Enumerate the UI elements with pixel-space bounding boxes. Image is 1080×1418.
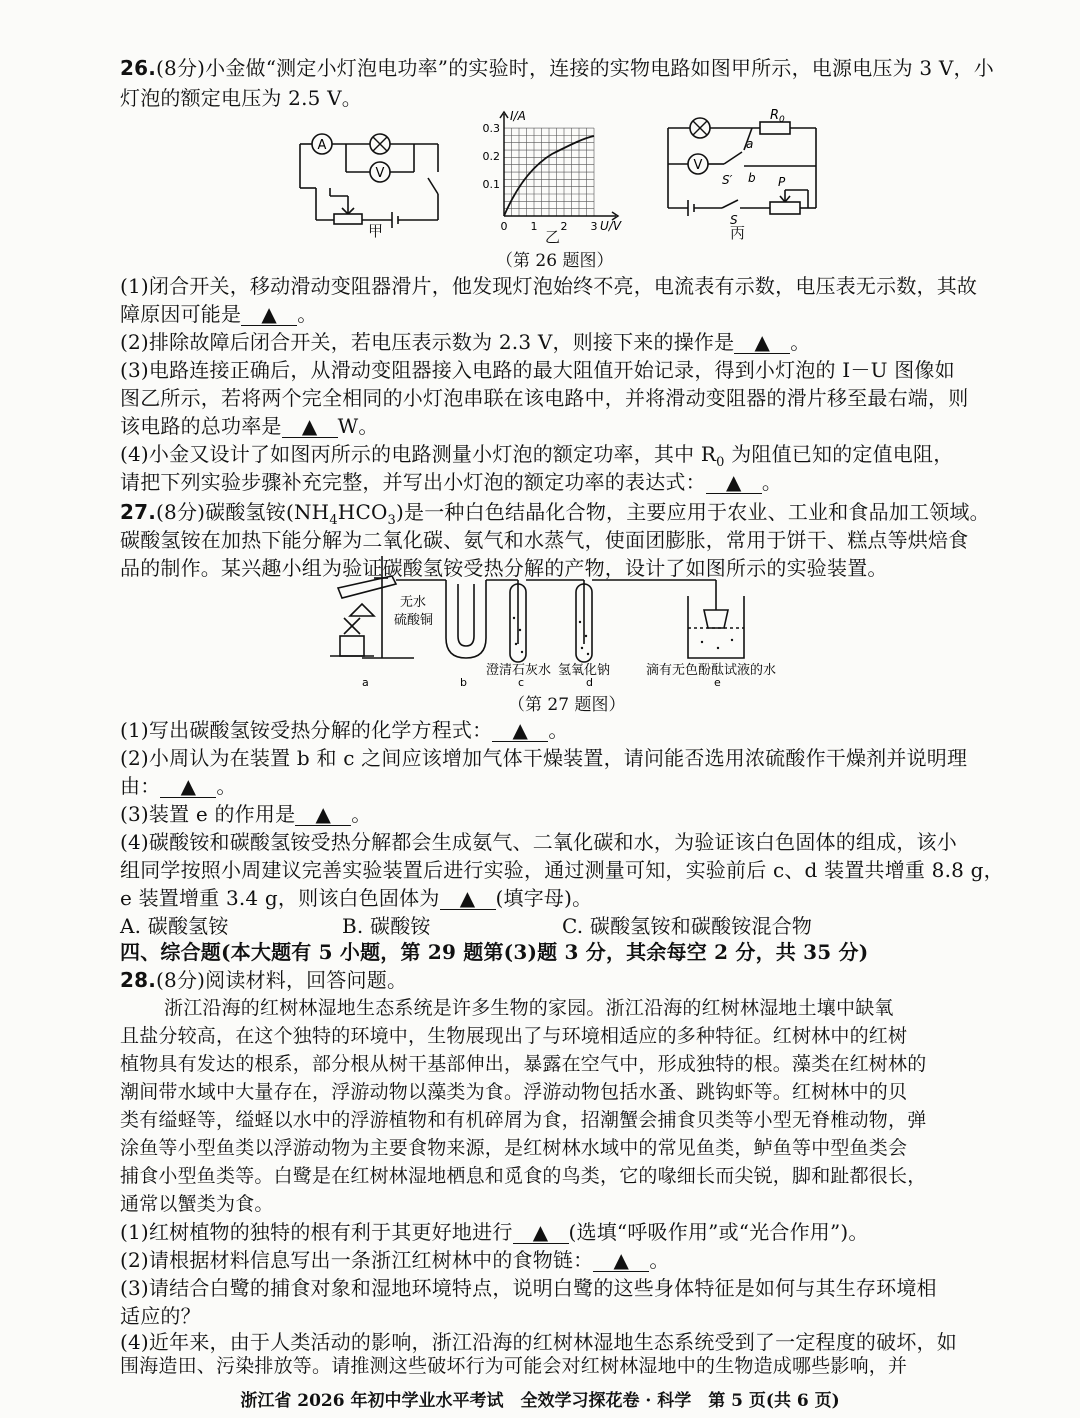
cuso4-label-2: 硫酸铜 (394, 613, 434, 628)
q27-intro1-mid: HCO (337, 500, 388, 524)
q26-intro-line1 (120, 54, 994, 82)
sub-4: 4 (329, 513, 338, 528)
label-d: d (586, 676, 593, 689)
q26-p3a: (3)电路连接正确后，从滑动变阻器接入电路的最大阻值开始记录，得到小灯泡的 I－U 图像如 (120, 358, 955, 382)
q28-p3-line1: (3)请结合白鹭的捕食对象和湿地环境特点，说明白鹭的这些身体特征是如何与其生存环境相 (120, 1276, 937, 1300)
q26-p2: (2)排除故障后闭合开关，若电压表示数为 2.3 V，则接下来的操作是 (120, 330, 735, 354)
q26-p3-unit: W。 (337, 414, 379, 438)
q28-material-line8: 通常以蟹类为食。 (120, 1193, 274, 1215)
q27-p4c-post: (填字母)。 (495, 886, 593, 910)
q27-p3-line (120, 800, 371, 828)
switch-b-label: b (748, 171, 756, 185)
page-footer (0, 1386, 1080, 1411)
option-b[interactable]: B. 碳酸铵 (342, 914, 431, 938)
footer-text: 浙江省 2026 年初中学业水平考试 全效学习探花卷 · 科学 第 5 页(共 6 页) (240, 1391, 840, 1411)
q28-intro: (8分)阅读材料，回答问题。 (156, 968, 408, 992)
graph-ytick: 0.3 (482, 122, 500, 135)
answer-blank[interactable]: ▲ (160, 775, 216, 798)
answer-blank[interactable]: ▲ (295, 803, 351, 826)
answer-blank[interactable]: ▲ (513, 1221, 569, 1244)
q26-p2-line (120, 328, 811, 356)
naoh-label: 氢氧化钠 (558, 663, 611, 678)
q26-intro1: (8分)小金做“测定小灯泡电功率”的实验时，连接的实物电路如图甲所示，电源电压为 3 V，小 (156, 56, 994, 80)
q28-p2: (2)请根据材料信息写出一条浙江红树林中的食物链： (120, 1248, 594, 1272)
q26-p1b: 障原因可能是 (120, 302, 242, 326)
label-a: a (362, 676, 369, 689)
ammeter-label-jia: A (317, 138, 327, 153)
q28-p1: (1)红树植物的独特的根有利于其更好地进行 (120, 1220, 513, 1244)
q26-p3-line2 (120, 384, 968, 412)
q28-material-line6: 涂鱼等小型鱼类以浮游动物为主要食物来源，是红树林水域中的常见鱼类，鲈鱼等中型鱼类会 (120, 1137, 908, 1159)
circuit-diagram-bing (660, 108, 830, 226)
label-e: e (714, 676, 721, 689)
q26-p1a: (1)闭合开关，移动滑动变阻器滑片，他发现灯泡始终不亮，电流表有示数，电压表无示数，其故 (120, 274, 978, 298)
graph-ytick: 0.2 (482, 150, 500, 163)
q27-intro3: 品的制作。某兴趣小组为验证碳酸氢铵受热分解的产物，设计了如图所示的实验装置。 (120, 556, 888, 580)
answer-blank[interactable]: ▲ (706, 471, 762, 494)
q26-p1-line1 (120, 272, 977, 300)
switch-sp-label: S′ (722, 173, 733, 187)
fig-jia-label: 甲 (368, 222, 384, 240)
q27-p2-line2 (120, 772, 237, 800)
q28-p4-line1: (4)近年来，由于人类活动的影响，浙江沿海的红树林湿地生态系统受到了一定程度的破坏，如 (120, 1330, 957, 1354)
fig26-caption: （第 26 题图） (496, 251, 614, 271)
answer-blank[interactable]: ▲ (593, 1249, 649, 1272)
q28-material-line3: 植物具有发达的根系，部分根从树干基部伸出，暴露在空气中，形成独特的根。藻类在红树林的 (120, 1053, 927, 1075)
q26-p3-line3 (120, 412, 379, 440)
q27-intro1-post: )是一种白色结晶化合物，主要应用于农业、工业和食品加工领域。 (396, 500, 990, 524)
q26-p4a-post: 为阻值已知的定值电阻， (724, 442, 954, 466)
graph-xtick: 2 (560, 220, 568, 233)
answer-blank[interactable]: ▲ (241, 303, 297, 326)
q27-intro2: 碳酸氢铵在加热下能分解为二氧化碳、氨气和水蒸气，使面团膨胀，常用于饼干、糕点等烘焙食 (120, 528, 969, 552)
q27-p1: (1)写出碳酸氢铵受热分解的化学方程式： (120, 718, 493, 742)
section4-heading: 四、综合题(本大题有 5 小题，第 29 题第(3)题 3 分，其余每空 2 分，共 35 分) (120, 940, 869, 964)
q26-number: 26. (120, 56, 157, 80)
q26-p3c: 该电路的总功率是 (120, 414, 282, 438)
period: 。 (351, 802, 372, 826)
q28-p4-line2: 围海造田、污染排放等。请推测这些破坏行为可能会对红树林湿地中的生物造成哪些影响，并 (120, 1355, 908, 1377)
voltmeter-label-bing: V (693, 158, 703, 173)
graph-xtick: 3 (590, 220, 598, 233)
graph-xlabel: U/V (600, 219, 622, 233)
q27-intro1-pre: (8分)碳酸氢铵(NH (156, 500, 330, 524)
q27-p4b: 组同学按照小周建议完善实验装置后进行实验，通过测量可知，实验前后 c、d 装置共增重 8.8 g， (120, 858, 1004, 882)
q28-p2-line (120, 1246, 670, 1274)
q27-p4-line2 (120, 856, 1004, 884)
q26-p4-line2 (120, 468, 782, 496)
answer-blank[interactable]: ▲ (440, 887, 496, 910)
q28-material-line4: 潮间带水域中大量存在，浮游动物以藻类为食。浮游动物包括水蚤、跳钩虾等。红树林中的贝 (120, 1081, 908, 1103)
q28-intro-line (120, 966, 407, 994)
q26-p4a-sub: 0 (716, 455, 725, 470)
fig-yi-label: 乙 (545, 228, 561, 246)
q27-p2-line1 (120, 744, 967, 772)
answer-blank[interactable]: ▲ (734, 331, 790, 354)
q26-p1-line2 (120, 300, 317, 328)
q26-intro2: 灯泡的额定电压为 2.5 V。 (120, 86, 362, 110)
period: 。 (649, 1248, 670, 1272)
q28-p1-line (120, 1218, 869, 1246)
q27-p4c: e 装置增重 3.4 g，则该白色固体为 (120, 886, 440, 910)
q27-p3: (3)装置 e 的作用是 (120, 802, 296, 826)
q28-p1-post: (选填“呼吸作用”或“光合作用”)。 (568, 1220, 869, 1244)
q27-number: 27. (120, 500, 157, 524)
q26-p4b: 请把下列实验步骤补充完整，并写出小灯泡的额定功率的表达式： (120, 470, 706, 494)
option-a[interactable]: A. 碳酸氢铵 (120, 914, 229, 938)
q26-p3-line1 (120, 356, 955, 384)
slider-p-label: P (778, 175, 786, 189)
q27-p2a: (2)小周认为在装置 b 和 c 之间应该增加气体干燥装置，请问能否选用浓硫酸作干燥剂并说明理 (120, 746, 968, 770)
q28-material-line2: 且盐分较高，在这个独特的环境中，生物展现出了与环境相适应的多种特征。红树林中的红树 (120, 1025, 908, 1047)
period: 。 (216, 774, 237, 798)
q26-intro-line2 (120, 84, 362, 112)
q28-material-line5: 类有缢蛏等，缢蛏以水中的浮游植物和有机碎屑为食，招潮蟹会捕食贝类等小型无脊椎动物，弹 (120, 1109, 927, 1131)
switch-a-label: a (746, 137, 754, 151)
voltmeter-label-jia: V (375, 166, 385, 181)
q27-p4-line1 (120, 828, 957, 856)
q27-p2b: 由： (120, 774, 161, 798)
switch-s-label: S (730, 213, 738, 227)
q26-p3b: 图乙所示，若将两个完全相同的小灯泡串联在该电路中，并将滑动变阻器的滑片移至最右端，则 (120, 386, 969, 410)
q28-material-line7: 捕食小型鱼类等。白鹭是在红树林湿地栖息和觅食的鸟类，它的喙细长而尖锐，脚和趾都很长， (120, 1165, 927, 1187)
q27-p4-line3 (120, 884, 592, 912)
apparatus-diagram (322, 548, 782, 690)
q28-p3-line2: 适应的？ (120, 1304, 201, 1328)
graph-xtick: 1 (530, 220, 538, 233)
q27-p1-line (120, 716, 569, 744)
graph-ylabel: I/A (510, 109, 526, 123)
fig27-caption: （第 27 题图） (508, 695, 626, 715)
label-c: c (518, 676, 525, 689)
graph-ytick: 0.1 (482, 178, 500, 191)
q27-p4a: (4)碳酸铵和碳酸氢铵受热分解都会生成氨气、二氧化碳和水，为验证该白色固体的组成，该小 (120, 830, 957, 854)
q28-number: 28. (120, 968, 157, 992)
q28-material-line1: 浙江沿海的红树林湿地生态系统是许多生物的家园。浙江沿海的红树林湿地土壤中缺氧 (164, 997, 894, 1019)
period: 。 (548, 718, 569, 742)
option-c[interactable]: C. 碳酸氢铵和碳酸铵混合物 (562, 914, 813, 938)
label-b: b (460, 676, 467, 689)
phenol-label: 滴有无色酚酞试液的水 (646, 663, 777, 678)
sub-3: 3 (387, 513, 397, 528)
cuso4-label-1: 无水 (400, 595, 427, 610)
graph-xtick: 0 (500, 220, 508, 233)
q26-p4a-pre: (4)小金又设计了如图丙所示的电路测量小灯泡的额定功率，其中 R (120, 442, 717, 466)
fig-bing-label: 丙 (730, 224, 746, 242)
q27-options (120, 912, 812, 940)
answer-blank[interactable]: ▲ (282, 415, 338, 438)
limewater-label: 澄清石灰水 (486, 663, 552, 678)
period: 。 (790, 330, 811, 354)
r0-label: $R_0$ (770, 108, 785, 125)
period: 。 (761, 470, 783, 494)
answer-blank[interactable]: ▲ (492, 719, 548, 742)
period: 。 (297, 302, 318, 326)
iu-graph-yi (476, 108, 626, 234)
